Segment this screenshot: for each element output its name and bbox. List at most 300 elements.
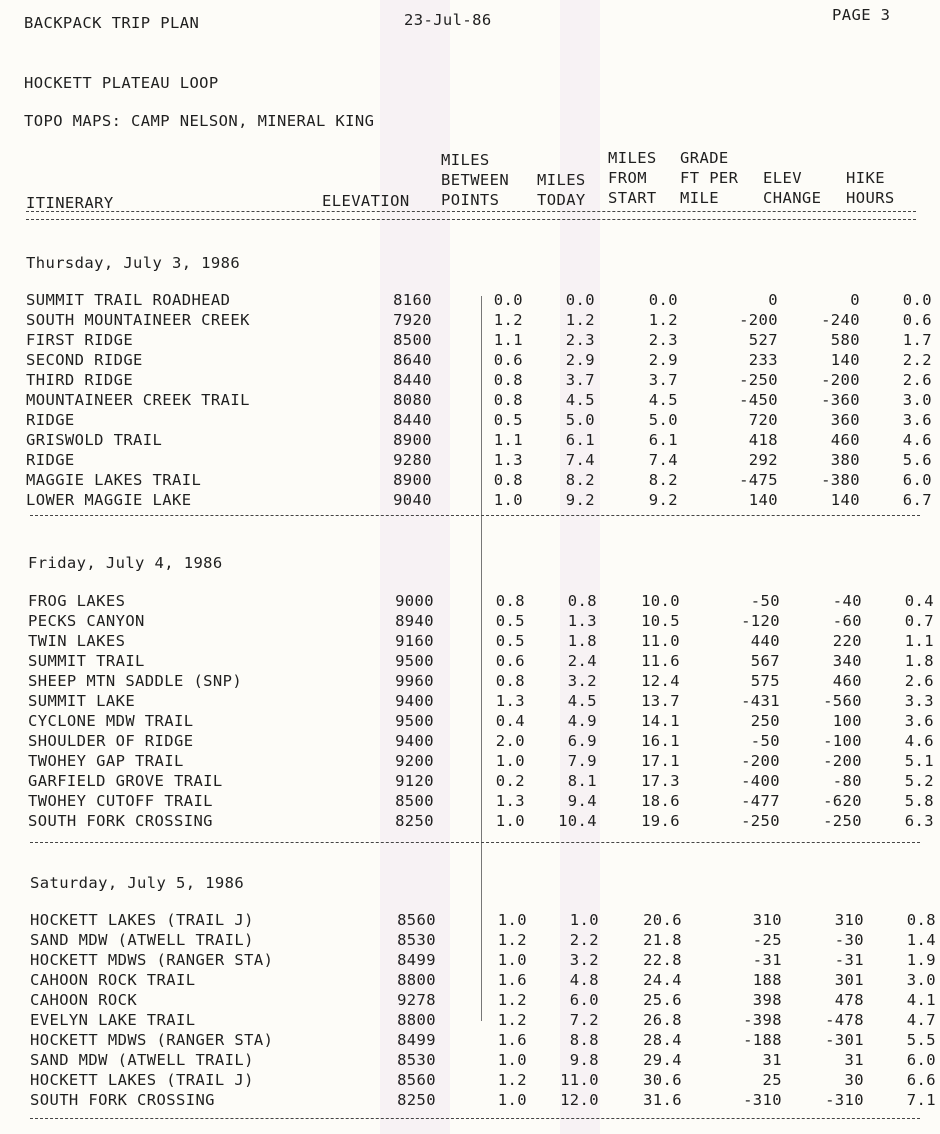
table-row: [30, 1031, 940, 1051]
miles-from-start: 16.1: [641, 732, 680, 750]
waypoint-name: HOCKETT MDWS (RANGER STA): [30, 951, 274, 969]
col-miles-today: MILES TODAY: [537, 171, 586, 209]
table-row: [26, 351, 940, 371]
waypoint-name: SHEEP MTN SADDLE (SNP): [28, 672, 243, 690]
miles-today: 1.8: [567, 632, 597, 650]
waypoint-name: LOWER MAGGIE LAKE: [26, 491, 192, 509]
elev-change: -100: [823, 732, 862, 750]
miles-between: 1.3: [493, 451, 523, 469]
hike-hours: 6.7: [902, 491, 932, 509]
day-separator: [30, 1118, 920, 1119]
elevation: 9400: [395, 692, 434, 710]
miles-today: 2.9: [565, 351, 595, 369]
miles-from-start: 20.6: [643, 911, 682, 929]
miles-between: 2.0: [495, 732, 525, 750]
col-miles-between: MILES BETWEEN POINTS: [441, 151, 510, 209]
waypoint-name: TWOHEY GAP TRAIL: [28, 752, 184, 770]
miles-between: 1.6: [497, 971, 527, 989]
hike-hours: 4.1: [906, 991, 936, 1009]
table-row: [30, 951, 940, 971]
miles-between: 0.2: [495, 772, 525, 790]
miles-today: 2.2: [569, 931, 599, 949]
hike-hours: 3.0: [906, 971, 936, 989]
waypoint-name: SUMMIT LAKE: [28, 692, 136, 710]
elevation: 8250: [397, 1091, 436, 1109]
hike-hours: 0.0: [902, 291, 932, 309]
table-row: [30, 1011, 940, 1031]
day-separator: [30, 515, 920, 516]
miles-today: 4.8: [569, 971, 599, 989]
elevation: 8900: [393, 471, 432, 489]
miles-today: 8.2: [565, 471, 595, 489]
elev-change: -200: [823, 752, 862, 770]
table-row: [28, 692, 940, 712]
miles-between: 0.8: [493, 471, 523, 489]
miles-today: 0.0: [565, 291, 595, 309]
grade-ft-per-mile: 0: [768, 291, 778, 309]
table-row: [30, 1051, 940, 1071]
waypoint-name: SECOND RIDGE: [26, 351, 143, 369]
miles-from-start: 2.3: [648, 331, 678, 349]
elev-change: 31: [844, 1051, 864, 1069]
waypoint-name: SAND MDW (ATWELL TRAIL): [30, 931, 254, 949]
waypoint-name: HOCKETT LAKES (TRAIL J): [30, 911, 254, 929]
miles-today: 7.9: [567, 752, 597, 770]
miles-between: 0.8: [493, 371, 523, 389]
elev-change: 100: [832, 712, 862, 730]
elev-change: 0: [850, 291, 860, 309]
elev-change: -301: [825, 1031, 864, 1049]
table-row: [26, 471, 940, 491]
grade-ft-per-mile: -431: [741, 692, 780, 710]
table-row: [26, 431, 940, 451]
miles-today: 12.0: [560, 1091, 599, 1109]
miles-today: 1.2: [565, 311, 595, 329]
elevation: 9200: [395, 752, 434, 770]
miles-between: 1.3: [495, 692, 525, 710]
miles-from-start: 12.4: [641, 672, 680, 690]
table-row: [26, 331, 940, 351]
hike-hours: 3.6: [904, 712, 934, 730]
elev-change: 460: [830, 431, 860, 449]
miles-from-start: 13.7: [641, 692, 680, 710]
grade-ft-per-mile: 250: [750, 712, 780, 730]
elev-change: 30: [844, 1071, 864, 1089]
grade-ft-per-mile: 31: [762, 1051, 782, 1069]
elevation: 8640: [393, 351, 432, 369]
table-row: [28, 652, 940, 672]
miles-today: 9.4: [567, 792, 597, 810]
miles-from-start: 11.0: [641, 632, 680, 650]
hike-hours: 5.6: [902, 451, 932, 469]
waypoint-name: TWIN LAKES: [28, 632, 126, 650]
topo-maps: TOPO MAPS: CAMP NELSON, MINERAL KING: [24, 112, 375, 130]
elev-change: 360: [830, 411, 860, 429]
day-title-1: Thursday, July 3, 1986: [26, 254, 241, 272]
grade-ft-per-mile: -200: [741, 752, 780, 770]
miles-today: 2.3: [565, 331, 595, 349]
miles-between: 1.0: [495, 752, 525, 770]
miles-today: 3.2: [567, 672, 597, 690]
elevation: 9400: [395, 732, 434, 750]
elev-change: -380: [821, 471, 860, 489]
waypoint-name: SOUTH FORK CROSSING: [30, 1091, 215, 1109]
grade-ft-per-mile: 567: [750, 652, 780, 670]
waypoint-name: SUMMIT TRAIL: [28, 652, 145, 670]
elev-change: -478: [825, 1011, 864, 1029]
grade-ft-per-mile: 310: [752, 911, 782, 929]
elev-change: -40: [832, 592, 862, 610]
grade-ft-per-mile: -200: [739, 311, 778, 329]
miles-between: 0.8: [493, 391, 523, 409]
grade-ft-per-mile: -310: [743, 1091, 782, 1109]
col-hike-hours: HIKE HOURS: [846, 169, 895, 207]
hike-hours: 1.1: [904, 632, 934, 650]
miles-today: 8.1: [567, 772, 597, 790]
day-title-2: Friday, July 4, 1986: [28, 554, 223, 572]
table-row: [28, 792, 940, 812]
elev-change: -60: [832, 612, 862, 630]
miles-from-start: 9.2: [648, 491, 678, 509]
grade-ft-per-mile: -120: [741, 612, 780, 630]
table-row: [30, 991, 940, 1011]
elevation: 9000: [395, 592, 434, 610]
elev-change: -31: [834, 951, 864, 969]
grade-ft-per-mile: -400: [741, 772, 780, 790]
grade-ft-per-mile: 233: [748, 351, 778, 369]
elevation: 8800: [397, 1011, 436, 1029]
waypoint-name: SAND MDW (ATWELL TRAIL): [30, 1051, 254, 1069]
grade-ft-per-mile: -31: [752, 951, 782, 969]
grade-ft-per-mile: -50: [750, 592, 780, 610]
report-title: BACKPACK TRIP PLAN: [24, 14, 200, 32]
grade-ft-per-mile: 188: [752, 971, 782, 989]
elev-change: -360: [821, 391, 860, 409]
hike-hours: 4.7: [906, 1011, 936, 1029]
hike-hours: 3.6: [902, 411, 932, 429]
waypoint-name: SOUTH MOUNTAINEER CREEK: [26, 311, 250, 329]
miles-from-start: 24.4: [643, 971, 682, 989]
miles-between: 0.6: [493, 351, 523, 369]
elev-change: 460: [832, 672, 862, 690]
miles-today: 9.8: [569, 1051, 599, 1069]
miles-today: 4.9: [567, 712, 597, 730]
table-row: [30, 971, 940, 991]
miles-from-start: 29.4: [643, 1051, 682, 1069]
table-row: [28, 712, 940, 732]
hike-hours: 6.6: [906, 1071, 936, 1089]
grade-ft-per-mile: -477: [741, 792, 780, 810]
col-itinerary: ITINERARY: [26, 194, 114, 212]
miles-from-start: 3.7: [648, 371, 678, 389]
waypoint-name: THIRD RIDGE: [26, 371, 134, 389]
miles-today: 1.3: [567, 612, 597, 630]
table-row: [30, 931, 940, 951]
miles-from-start: 17.3: [641, 772, 680, 790]
day-3-rows: [30, 911, 940, 1111]
waypoint-name: RIDGE: [26, 451, 75, 469]
elevation: 8500: [395, 792, 434, 810]
table-row: [30, 911, 940, 931]
elevation: 9960: [395, 672, 434, 690]
waypoint-name: EVELYN LAKE TRAIL: [30, 1011, 196, 1029]
elevation: 8440: [393, 371, 432, 389]
table-row: [26, 291, 940, 311]
table-row: [28, 772, 940, 792]
hike-hours: 0.7: [904, 612, 934, 630]
table-row: [26, 371, 940, 391]
table-row: [26, 311, 940, 331]
elevation: 9278: [397, 991, 436, 1009]
waypoint-name: RIDGE: [26, 411, 75, 429]
elevation: 8440: [393, 411, 432, 429]
hike-hours: 1.8: [904, 652, 934, 670]
table-row: [28, 632, 940, 652]
hike-hours: 5.1: [904, 752, 934, 770]
page-number: PAGE 3: [832, 6, 891, 24]
miles-from-start: 0.0: [648, 291, 678, 309]
elevation: 8800: [397, 971, 436, 989]
trip-name: HOCKETT PLATEAU LOOP: [24, 74, 219, 92]
grade-ft-per-mile: 398: [752, 991, 782, 1009]
elevation: 7920: [393, 311, 432, 329]
elevation: 8940: [395, 612, 434, 630]
col-elevation: ELEVATION: [322, 192, 410, 210]
miles-today: 6.9: [567, 732, 597, 750]
elevation: 9500: [395, 712, 434, 730]
miles-between: 0.5: [495, 632, 525, 650]
miles-today: 4.5: [565, 391, 595, 409]
waypoint-name: PECKS CANYON: [28, 612, 145, 630]
elevation: 8080: [393, 391, 432, 409]
waypoint-name: SOUTH FORK CROSSING: [28, 812, 213, 830]
waypoint-name: GRISWOLD TRAIL: [26, 431, 163, 449]
elevation: 8900: [393, 431, 432, 449]
miles-from-start: 19.6: [641, 812, 680, 830]
hike-hours: 2.6: [904, 672, 934, 690]
miles-today: 7.2: [569, 1011, 599, 1029]
table-row: [28, 752, 940, 772]
hike-hours: 2.6: [902, 371, 932, 389]
waypoint-name: TWOHEY CUTOFF TRAIL: [28, 792, 213, 810]
elev-change: -200: [821, 371, 860, 389]
miles-today: 9.2: [565, 491, 595, 509]
miles-today: 1.0: [569, 911, 599, 929]
hike-hours: 5.2: [904, 772, 934, 790]
waypoint-name: FIRST RIDGE: [26, 331, 134, 349]
miles-between: 1.0: [497, 1051, 527, 1069]
elevation: 8499: [397, 951, 436, 969]
miles-today: 4.5: [567, 692, 597, 710]
miles-today: 11.0: [560, 1071, 599, 1089]
table-row: [28, 592, 940, 612]
elev-change: -560: [823, 692, 862, 710]
elev-change: 140: [830, 351, 860, 369]
elevation: 8499: [397, 1031, 436, 1049]
miles-today: 6.0: [569, 991, 599, 1009]
elevation: 8530: [397, 1051, 436, 1069]
grade-ft-per-mile: -475: [739, 471, 778, 489]
elev-change: 340: [832, 652, 862, 670]
miles-from-start: 31.6: [643, 1091, 682, 1109]
miles-between: 1.3: [495, 792, 525, 810]
miles-from-start: 25.6: [643, 991, 682, 1009]
grade-ft-per-mile: -250: [741, 812, 780, 830]
grade-ft-per-mile: 418: [748, 431, 778, 449]
table-row: [28, 612, 940, 632]
hike-hours: 3.0: [902, 391, 932, 409]
grade-ft-per-mile: 720: [748, 411, 778, 429]
miles-from-start: 26.8: [643, 1011, 682, 1029]
elevation: 8250: [395, 812, 434, 830]
hike-hours: 1.4: [906, 931, 936, 949]
miles-between: 1.2: [497, 991, 527, 1009]
miles-from-start: 18.6: [641, 792, 680, 810]
elev-change: -240: [821, 311, 860, 329]
grade-ft-per-mile: 575: [750, 672, 780, 690]
miles-between: 1.1: [493, 431, 523, 449]
elev-change: -310: [825, 1091, 864, 1109]
miles-from-start: 6.1: [648, 431, 678, 449]
elevation: 8560: [397, 1071, 436, 1089]
miles-between: 0.8: [495, 672, 525, 690]
elev-change: -620: [823, 792, 862, 810]
miles-from-start: 2.9: [648, 351, 678, 369]
miles-from-start: 5.0: [648, 411, 678, 429]
miles-from-start: 14.1: [641, 712, 680, 730]
elev-change: 478: [834, 991, 864, 1009]
miles-between: 1.0: [497, 951, 527, 969]
col-elev-change: ELEV CHANGE: [763, 169, 822, 207]
miles-between: 1.1: [493, 331, 523, 349]
waypoint-name: CAHOON ROCK: [30, 991, 138, 1009]
table-row: [26, 411, 940, 431]
miles-from-start: 22.8: [643, 951, 682, 969]
miles-from-start: 4.5: [648, 391, 678, 409]
hike-hours: 6.0: [902, 471, 932, 489]
waypoint-name: SUMMIT TRAIL ROADHEAD: [26, 291, 231, 309]
elevation: 9500: [395, 652, 434, 670]
hike-hours: 6.3: [904, 812, 934, 830]
elev-change: -250: [823, 812, 862, 830]
miles-between: 1.0: [497, 1091, 527, 1109]
miles-today: 6.1: [565, 431, 595, 449]
miles-today: 5.0: [565, 411, 595, 429]
miles-today: 3.7: [565, 371, 595, 389]
elev-change: 380: [830, 451, 860, 469]
col-miles-from-start: MILES FROM START: [608, 149, 657, 207]
miles-between: 1.6: [497, 1031, 527, 1049]
table-row: [28, 812, 940, 832]
miles-between: 0.8: [495, 592, 525, 610]
hike-hours: 0.4: [904, 592, 934, 610]
miles-from-start: 1.2: [648, 311, 678, 329]
grade-ft-per-mile: -188: [743, 1031, 782, 1049]
waypoint-name: HOCKETT MDWS (RANGER STA): [30, 1031, 274, 1049]
miles-from-start: 7.4: [648, 451, 678, 469]
waypoint-name: MOUNTAINEER CREEK TRAIL: [26, 391, 250, 409]
hike-hours: 4.6: [902, 431, 932, 449]
elev-change: 140: [830, 491, 860, 509]
hike-hours: 3.3: [904, 692, 934, 710]
table-row: [30, 1071, 940, 1091]
waypoint-name: MAGGIE LAKES TRAIL: [26, 471, 202, 489]
hike-hours: 0.8: [906, 911, 936, 929]
miles-from-start: 21.8: [643, 931, 682, 949]
miles-between: 0.0: [493, 291, 523, 309]
miles-between: 0.5: [495, 612, 525, 630]
hike-hours: 1.9: [906, 951, 936, 969]
miles-from-start: 28.4: [643, 1031, 682, 1049]
waypoint-name: CAHOON ROCK TRAIL: [30, 971, 196, 989]
table-row: [28, 672, 940, 692]
grade-ft-per-mile: -250: [739, 371, 778, 389]
day-2-rows: [28, 592, 940, 832]
elev-change: 580: [830, 331, 860, 349]
waypoint-name: GARFIELD GROVE TRAIL: [28, 772, 223, 790]
elevation: 9040: [393, 491, 432, 509]
table-row: [30, 1091, 940, 1111]
miles-between: 1.0: [497, 911, 527, 929]
grade-ft-per-mile: -25: [752, 931, 782, 949]
hike-hours: 1.7: [902, 331, 932, 349]
miles-from-start: 10.5: [641, 612, 680, 630]
miles-from-start: 17.1: [641, 752, 680, 770]
miles-between: 0.5: [493, 411, 523, 429]
miles-today: 0.8: [567, 592, 597, 610]
grade-ft-per-mile: 292: [748, 451, 778, 469]
table-row: [26, 391, 940, 411]
hike-hours: 4.6: [904, 732, 934, 750]
grade-ft-per-mile: 527: [748, 331, 778, 349]
grade-ft-per-mile: -50: [750, 732, 780, 750]
hike-hours: 6.0: [906, 1051, 936, 1069]
grade-ft-per-mile: 140: [748, 491, 778, 509]
grade-ft-per-mile: -398: [743, 1011, 782, 1029]
table-row: [28, 732, 940, 752]
miles-between: 1.2: [497, 1071, 527, 1089]
grade-ft-per-mile: 25: [762, 1071, 782, 1089]
waypoint-name: CYCLONE MDW TRAIL: [28, 712, 194, 730]
report-date: 23-Jul-86: [404, 11, 492, 29]
elevation: 8160: [393, 291, 432, 309]
elevation: 8530: [397, 931, 436, 949]
miles-from-start: 8.2: [648, 471, 678, 489]
hike-hours: 5.5: [906, 1031, 936, 1049]
miles-from-start: 30.6: [643, 1071, 682, 1089]
miles-today: 3.2: [569, 951, 599, 969]
day-separator: [30, 842, 920, 843]
waypoint-name: SHOULDER OF RIDGE: [28, 732, 194, 750]
table-row: [26, 451, 940, 471]
miles-between: 0.4: [495, 712, 525, 730]
elev-change: 301: [834, 971, 864, 989]
miles-today: 2.4: [567, 652, 597, 670]
elev-change: -80: [832, 772, 862, 790]
miles-from-start: 11.6: [641, 652, 680, 670]
miles-today: 7.4: [565, 451, 595, 469]
elevation: 8560: [397, 911, 436, 929]
elevation: 9280: [393, 451, 432, 469]
miles-from-start: 10.0: [641, 592, 680, 610]
miles-between: 1.0: [493, 491, 523, 509]
table-row: [26, 491, 940, 511]
miles-between: 1.2: [497, 931, 527, 949]
waypoint-name: FROG LAKES: [28, 592, 126, 610]
day-title-3: Saturday, July 5, 1986: [30, 874, 245, 892]
grade-ft-per-mile: 440: [750, 632, 780, 650]
miles-between: 1.2: [497, 1011, 527, 1029]
